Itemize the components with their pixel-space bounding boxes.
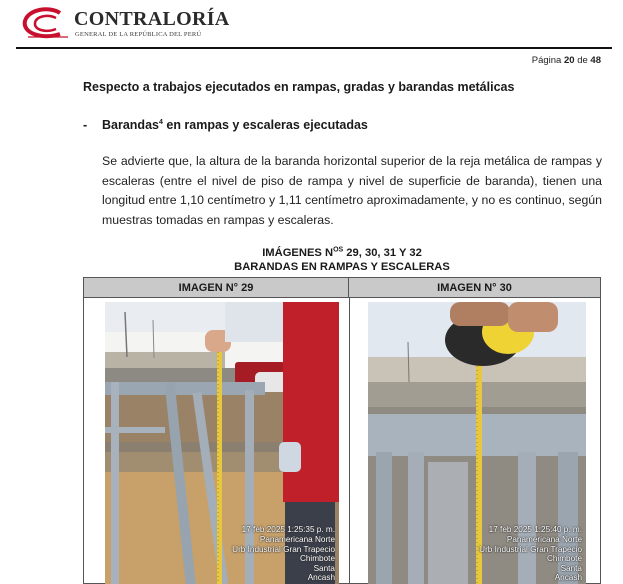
image-table [83,277,601,584]
page-number [532,55,601,66]
image-30-timestamp: 17 feb 2025 1:25:40 p. m. Panamericana Norte Urb Industrial Gran Trapecio Chimbote Santa Ancash [479,525,582,583]
header-divider [16,47,612,49]
org-name: CONTRALORÍA [74,8,230,30]
body-paragraph: Se advierte que, la altura de la baranda horizontal superior de la reja metálica de rampas y escaleras (entre el nivel de piso de rampa y nivel de superficie de baranda), tienen una longitud entre 1,10 centímetro y 1,11 centímetro aproximadamente, y no es continuo, según muestras tomadas en rampas y escaleras. [102,154,602,227]
contraloria-logo-icon [20,7,72,41]
image-29-photo [105,302,339,584]
page-current: 20 [563,55,575,66]
figure-caption-line2: BARANDAS EN RAMPAS Y ESCALERAS [234,261,450,273]
bullet-title-end: en rampas y escaleras ejecutadas [162,118,368,132]
image-30-header: IMAGEN N° 30 [349,278,600,298]
figure-caption [83,246,601,274]
bullet-dash: - [83,118,88,132]
image-30-photo [368,302,586,584]
bullet-title-start: Barandas [102,118,159,132]
page-total: 48 [590,55,601,66]
bullet-title [102,118,368,132]
table-column-divider [349,298,350,584]
image-29-timestamp: 17 feb 2025 1:25:35 p. m. Panamericana Norte Urb Industrial Gran Trapecio Chimbote Santa Ancash [232,525,335,583]
page-label: Página [531,55,562,66]
org-subtitle: GENERAL DE LA REPÚBLICA DEL PERÚ [75,31,202,38]
image-29-header: IMAGEN N° 29 [84,278,349,298]
figure-caption-line1: IMÁGENES $N^{OS}$ 29, 30, 31 Y 32 [262,246,422,259]
page-separator: de [577,55,588,66]
footnote-ref[interactable]: 4 [158,118,163,126]
document-header [0,0,623,48]
section-title: Respecto a trabajos ejecutados en rampas, gradas y barandas metálicas [83,80,515,94]
